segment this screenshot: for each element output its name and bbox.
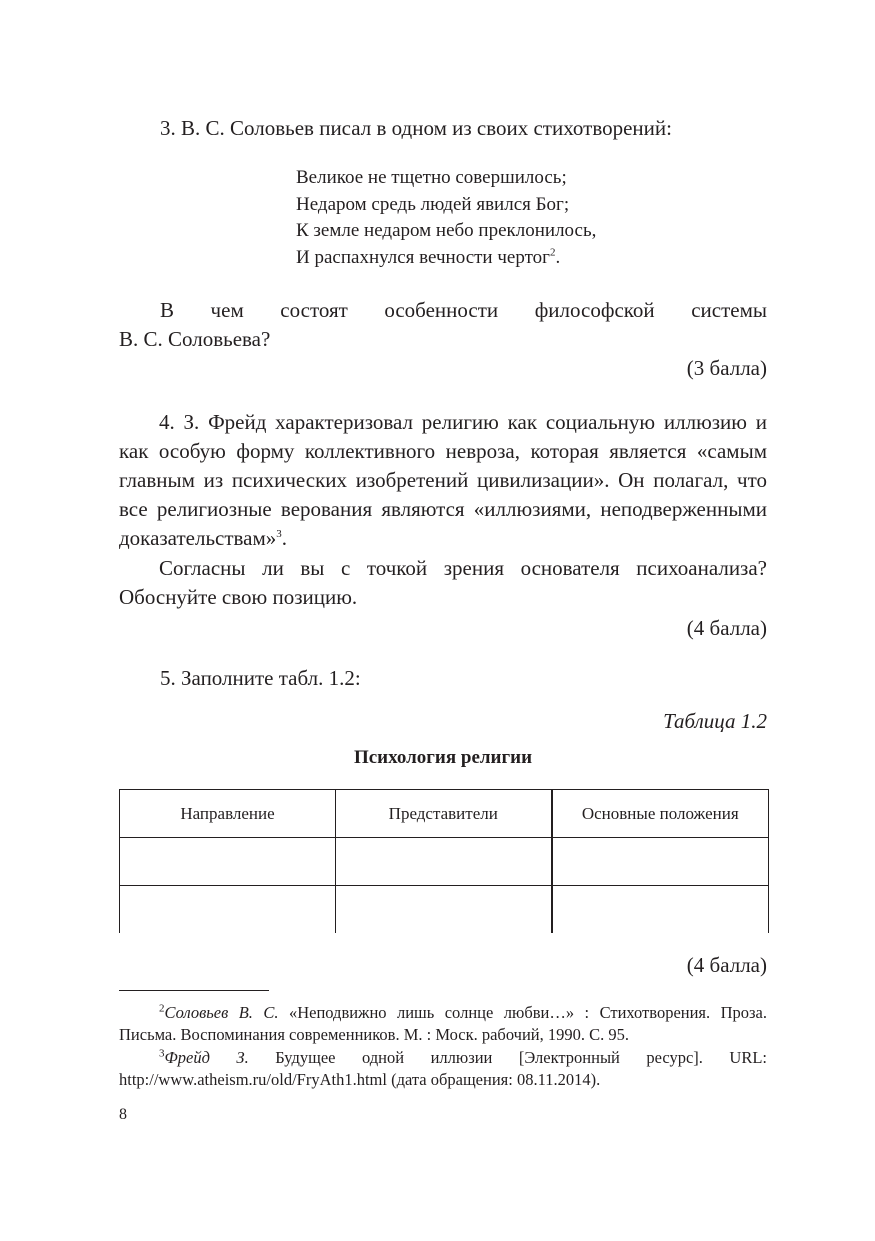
footnote-author: Соловьев В. С. xyxy=(164,1003,279,1022)
column-header-main-provisions: Основные положения xyxy=(552,790,769,838)
table-label: Таблица 1.2 xyxy=(663,709,767,733)
q5-points: (4 балла) xyxy=(686,953,767,977)
table-cell[interactable] xyxy=(552,886,769,934)
footnote-3 xyxy=(119,1047,767,1091)
footnote-2 xyxy=(119,1002,767,1046)
table-cell[interactable] xyxy=(336,886,552,934)
poem-line-1: Великое не тщетно совершилось; xyxy=(296,167,567,188)
q5-intro: 5. Заполните табл. 1.2: xyxy=(160,666,361,690)
footnote-separator xyxy=(119,990,269,991)
psychology-table xyxy=(119,789,769,933)
page-number: 8 xyxy=(119,1106,127,1123)
table-row xyxy=(120,886,769,934)
footnote-ref-2[interactable]: 2 xyxy=(549,246,556,259)
poem-line-3: К земле недаром небо преклонилось, xyxy=(296,220,597,241)
table-row xyxy=(120,838,769,886)
footnote-text: Будущее одной иллюзии [Электронный ресурс]. URL: http://www.atheism.ru/old/FryAth1.html (дата обращения: 08.11.2014). xyxy=(119,1048,767,1089)
q3-intro: 3. В. С. Соловьев писал в одном из своих стихотворений: xyxy=(160,116,672,140)
footnote-text: «Неподвижно лишь солнце любви…» : Стихотворения. Проза. Письма. Воспоминания современников. М. : Моск. рабочий, 1990. С. 95. xyxy=(119,1003,767,1044)
q3-question-line2: В. С. Соловьева? xyxy=(119,327,271,351)
footnote-ref-3[interactable]: 3 xyxy=(276,528,282,540)
column-header-direction: Направление xyxy=(120,790,336,838)
q4-text: 4. З. Фрейд характеризовал религию как социальную иллюзию и как особую форму коллективного невроза, которая является «самым главным из психических изобретений цивилизации». Он полагал, что все религиозные верования являются «иллюзиями, неподверженными доказательствам»$^3$. xyxy=(119,410,767,550)
q4-question: Согласны ли вы с точкой зрения основателя психоанализа? Обоснуйте свою позицию. xyxy=(119,556,767,609)
table-cell[interactable] xyxy=(552,838,769,886)
table-cell[interactable] xyxy=(120,886,336,934)
footnote-author: Фрейд З. xyxy=(164,1048,249,1067)
table-title: Психология религии xyxy=(353,747,533,768)
q3-points: (3 балла) xyxy=(686,356,767,380)
table-cell[interactable] xyxy=(120,838,336,886)
poem xyxy=(296,165,716,271)
poem-line-2: Недаром средь людей явился Бог; xyxy=(296,193,570,215)
footnote-mark: 3 xyxy=(159,1047,165,1060)
footnote-mark: 2 xyxy=(159,1002,165,1015)
table-cell[interactable] xyxy=(336,838,552,886)
q4-points: (4 балла) xyxy=(686,616,767,640)
q3-question-line1: В чем состоят особенности философской системы xyxy=(160,298,767,322)
poem-line-4: И распахнулся вечности чертог$^2$. xyxy=(296,246,561,268)
column-header-representatives: Представители xyxy=(336,790,552,838)
table-header-row xyxy=(120,790,769,838)
